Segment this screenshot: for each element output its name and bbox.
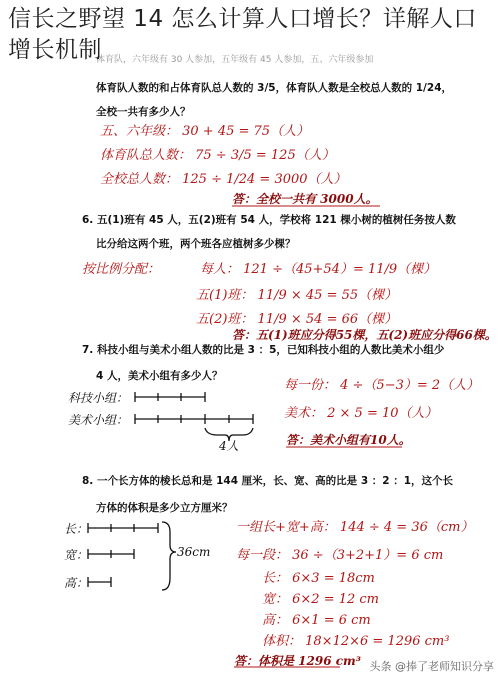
q7-text-line2: 4 人，美术小组有多少人？ (96, 370, 223, 382)
q5-work-line2: 体育队总人数： 75 ÷ 3/5 = 125（人） (100, 148, 335, 163)
q7-answer: 答：美术小组有10人。 (286, 433, 411, 447)
q7-brace-label: 4人 (219, 439, 239, 453)
q8-work-line1: 每一段： 36 ÷（3+2+1）= 6 cm (236, 548, 444, 563)
q6-work-line1: 每人： 121 ÷（45+54）= 11/9（棵） (200, 262, 437, 277)
q8-work-line4: 高： 6×1 = 6 cm (262, 613, 371, 628)
q7-work-line2: 美术： 2 × 5 = 10（人） (284, 406, 438, 421)
q5-answer: 答：全校一共有 3000人。 (232, 192, 378, 206)
q7-work-line1: 每一份： 4 ÷（5−3）= 2（人） (284, 378, 480, 393)
q8-label-length: 长： (64, 522, 89, 536)
q7-segment-diagram (135, 392, 253, 441)
q7-text-line1: 7. 科技小组与美术小组人数的比是 3 ：5，已知科技小组的人数比美术小组少 (82, 344, 445, 356)
q6-method-label: 按比例分配： (82, 262, 161, 277)
page-title: 信长之野望 14 怎么计算人口增长？详解人口增长机制 (8, 6, 477, 63)
q6-text-line2: 比分给这两个班，两个班各应植树多少棵？ (96, 238, 296, 250)
q5-text-line1: 体育队人数的和占体育队总人数的 3/5，体育队人数是全校总人数的 1/24， (96, 82, 453, 94)
q5-work-line1: 五、六年级： 30 + 45 = 75（人） (100, 124, 310, 139)
q8-label-height: 高： (64, 576, 89, 590)
q7-label-art: 美术小组： (68, 413, 129, 427)
q8-work-line3: 宽： 6×2 = 12 cm (262, 592, 380, 607)
q6-work-line2: 五(1)班： 11/9 × 45 = 55（棵） (196, 288, 398, 303)
q5-text-line2: 全校一共有多少人？ (96, 106, 191, 118)
q8-answer: 答：体积是 1296 cm³ (234, 654, 362, 668)
q8-work-line2: 长： 6×3 = 18cm (262, 571, 375, 586)
q8-segment-diagram (88, 522, 176, 590)
watermark: 头条 @捧了老师知识分享 (369, 660, 494, 673)
q5-work-line3: 全校总人数： 125 ÷ 1/24 = 3000（人） (100, 172, 347, 187)
q8-brace-label: 36cm (177, 545, 211, 559)
q8-work-line0: 一组长+宽+高： 144 ÷ 4 = 36（cm） (236, 520, 474, 535)
q6-answer: 答：五(1)班应分得55棵，五(2)班应分得66棵。 (232, 328, 497, 342)
q6-text-line1: 6. 五(1)班有 45 人，五(2)班有 54 人，学校将 121 棵小树的植树任务按人数 (82, 214, 456, 226)
q8-label-width: 宽： (64, 548, 89, 562)
q8-text-line2: 方体的体积是多少立方厘米？ (96, 502, 233, 514)
q7-label-tech: 科技小组： (68, 391, 129, 405)
q8-text-line1: 8. 一个长方体的棱长总和是 144 厘米，长、宽、高的比是 3 ：2 ：1，这个长 (82, 475, 454, 487)
q8-work-line5: 体积： 18×12×6 = 1296 cm³ (262, 634, 450, 649)
q6-work-line3: 五(2)班： 11/9 × 54 = 66（棵） (196, 312, 398, 327)
worksheet-header-text: 体育队，六年级有 30 人参加，五年级有 45 人参加，五、六年级参加 (96, 55, 374, 65)
